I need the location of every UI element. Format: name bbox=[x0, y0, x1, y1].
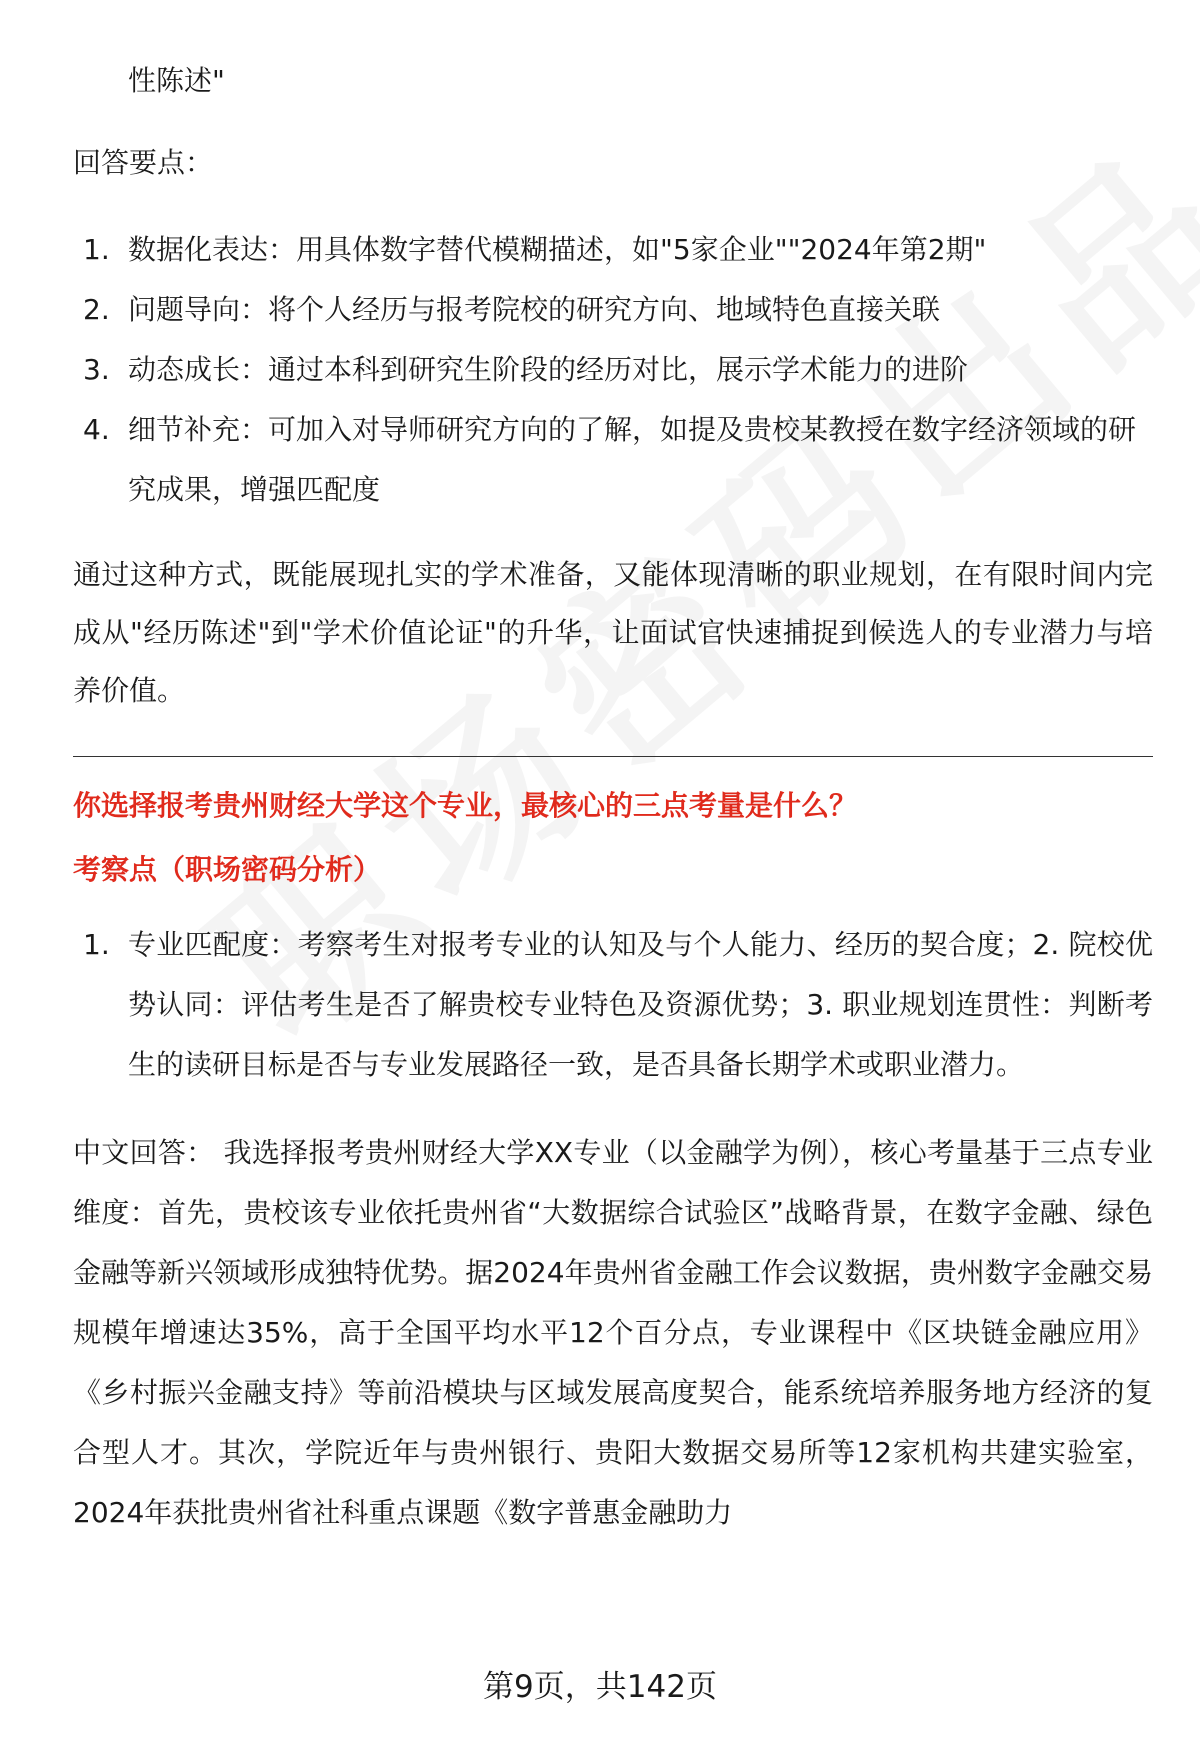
list-item-text: 问题导向：将个人经历与报考院校的研究方向、地域特色直接关联 bbox=[128, 293, 941, 326]
exam-point-text: 专业匹配度：考察考生对报考专业的认知及与个人能力、经历的契合度；2. 院校优势认同：评估考生是否了解贵校专业特色及资源优势；3. 职业规划连贯性：判断考生的读研目标是否与专业发展路径一致，是否具备长期学术或职业潜力。 bbox=[128, 928, 1153, 1081]
list-item bbox=[73, 280, 1153, 340]
exam-point-heading: 考察点（职场密码分析） bbox=[73, 853, 382, 886]
continuation-line: 性陈述" bbox=[128, 64, 225, 97]
list-item bbox=[73, 340, 1153, 400]
exam-point-item bbox=[73, 915, 1153, 1095]
summary-paragraph: 通过这种方式，既能展现扎实的学术准备，又能体现清晰的职业规划，在有限时间内完成从"经历陈述"到"学术价值论证"的升华，让面试官快速捕捉到候选人的专业潜力与培养价值。 bbox=[73, 558, 1153, 707]
answer-points-label: 回答要点： bbox=[73, 146, 214, 179]
list-item bbox=[73, 400, 1153, 520]
chinese-answer-paragraph: 中文回答： 我选择报考贵州财经大学XX专业（以金融学为例），核心考量基于三点专业维度：首先，贵校该专业依托贵州省“大数据综合试验区”战略背景，在数字金融、绿色金融等新兴领域形成独特优势。据2024年贵州省金融工作会议数据，贵州数字金融交易规模年增速达35%，高于全国平均水平12个百分点，专业课程中《区块链金融应用》《乡村振兴金融支持》等前沿模块与区域发展高度契合，能系统培养服务地方经济的复合型人才。其次，学院近年与贵州银行、贵阳大数据交易所等12家机构共建实验室，2024年获批贵州省社科重点课题《数字普惠金融助力 bbox=[73, 1136, 1153, 1529]
list-item-text: 数据化表达：用具体数字替代模糊描述，如"5家企业""2024年第2期" bbox=[128, 233, 987, 266]
list-number: 4. bbox=[83, 413, 110, 446]
list-item-text: 动态成长：通过本科到研究生阶段的经历对比，展示学术能力的进阶 bbox=[128, 353, 969, 386]
list-number: 3. bbox=[83, 353, 110, 386]
answer-points-list bbox=[73, 220, 1153, 520]
list-item-text: 细节补充：可加入对导师研究方向的了解，如提及贵校某教授在数字经济领域的研究成果，增强匹配度 bbox=[128, 413, 1137, 506]
list-number: 2. bbox=[83, 293, 110, 326]
section-divider bbox=[73, 756, 1153, 757]
interview-question: 你选择报考贵州财经大学这个专业，最核心的三点考量是什么？ bbox=[73, 789, 858, 822]
page-content bbox=[73, 52, 1153, 1543]
list-item bbox=[73, 220, 1153, 280]
list-number: 1. bbox=[83, 928, 110, 961]
page-number-footer: 第9页，共142页 bbox=[483, 1669, 717, 1705]
list-number: 1. bbox=[83, 233, 110, 266]
